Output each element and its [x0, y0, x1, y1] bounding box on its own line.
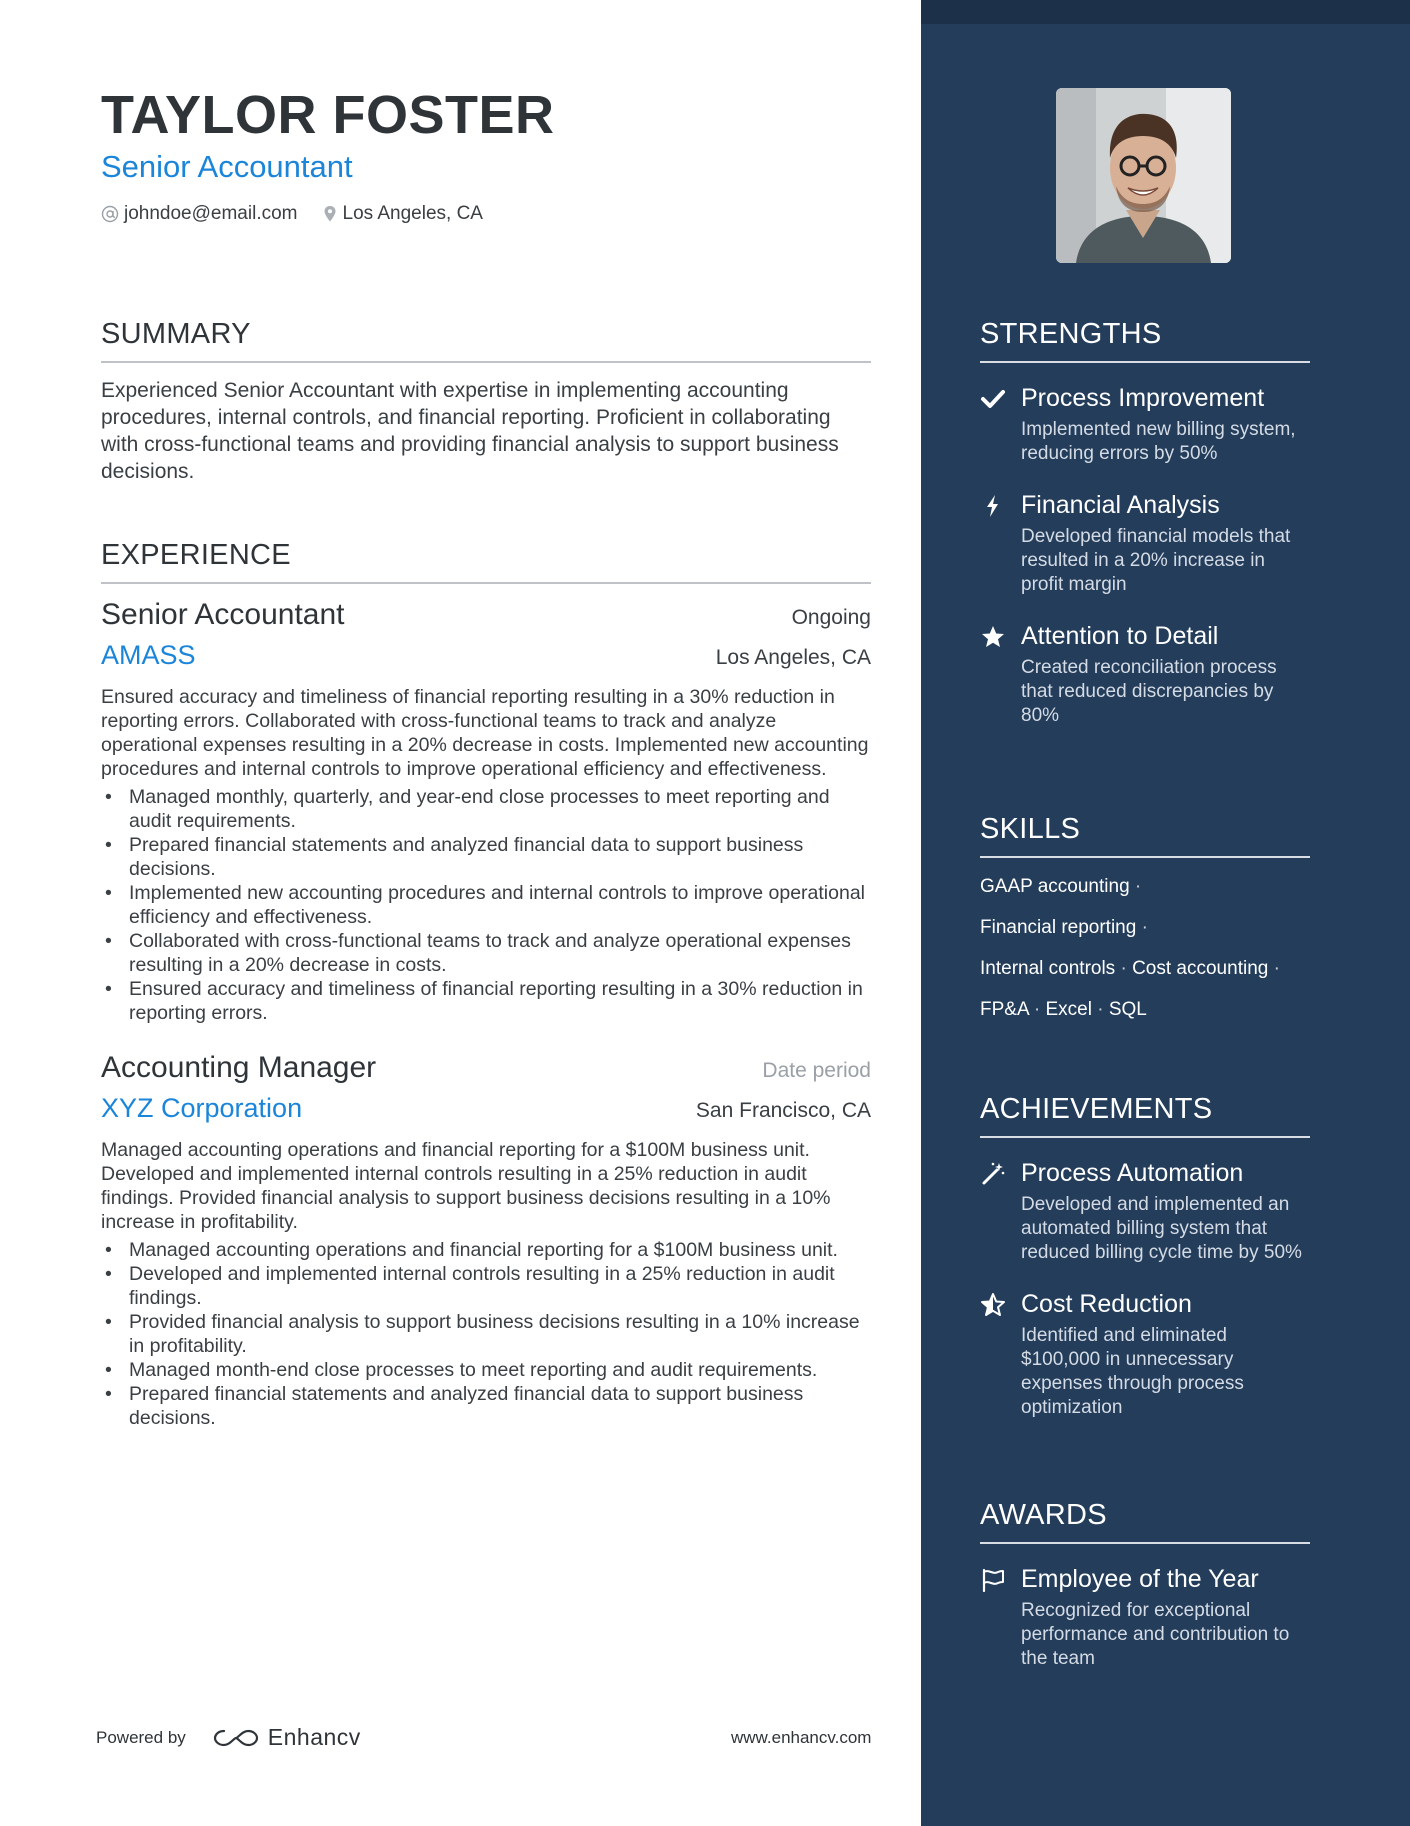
- achievements-section: [980, 1093, 1310, 1444]
- award-description: Recognized for exceptional performance and contribution to the team: [1021, 1600, 1290, 1669]
- strength-title: Process Improvement: [1021, 384, 1265, 412]
- bullet-text: Provided financial analysis to support business decisions resulting in a 10% increase in profitability.: [129, 1311, 860, 1357]
- summary-section: [101, 318, 871, 485]
- achievement-item: [980, 1289, 1310, 1420]
- strength-item: [980, 383, 1310, 466]
- profile-photo: [1056, 88, 1231, 263]
- bullet-text: Prepared financial statements and analyzed financial data to support business decisions.: [129, 834, 804, 880]
- separator-dot: ·: [1141, 917, 1148, 938]
- achievement-description: Developed and implemented an automated billing system that reduced billing cycle time by 50%: [1021, 1194, 1302, 1263]
- powered-by-label: Powered by: [96, 1727, 186, 1747]
- award-title: Employee of the Year: [1021, 1565, 1259, 1593]
- bullet-text: Ensured accuracy and timeliness of financial reporting resulting in a 30% reduction in reporting errors.: [129, 978, 863, 1024]
- email-contact[interactable]: [101, 203, 298, 225]
- bullet-icon: •: [105, 1239, 112, 1261]
- experience-heading: EXPERIENCE: [101, 539, 871, 584]
- separator-dot: ·: [1120, 958, 1127, 979]
- achievement-description: Identified and eliminated $100,000 in unnecessary expenses through process optimization: [1021, 1325, 1244, 1418]
- magic-wand-icon: [980, 1161, 1006, 1187]
- sidebar-top-bar: [921, 0, 1410, 24]
- checkmark-icon: [980, 386, 1006, 412]
- separator-dot: ·: [1134, 876, 1142, 897]
- candidate-title: Senior Accountant: [101, 149, 353, 184]
- bullet-text: Collaborated with cross-functional teams to track and analyze operational expenses resulting in a 20% decrease in costs.: [129, 930, 851, 976]
- infinity-logo-icon: [212, 1726, 260, 1750]
- bullet-text: Developed and implemented internal controls resulting in a 25% reduction in audit findings.: [129, 1263, 835, 1309]
- achievements-heading: ACHIEVEMENTS: [980, 1093, 1310, 1138]
- email-text: johndoe@email.com: [124, 203, 298, 224]
- skill-tag: Cost accounting: [1132, 958, 1269, 979]
- strengths-section: [980, 318, 1310, 752]
- bullet-icon: •: [105, 1359, 112, 1381]
- list-item: [101, 929, 871, 977]
- location-contact: [322, 203, 483, 225]
- bullet-icon: •: [105, 834, 112, 856]
- strength-description: Implemented new billing system, reducing errors by 50%: [1021, 419, 1296, 464]
- strength-item: [980, 490, 1310, 597]
- list-item: [101, 977, 871, 1025]
- bullet-icon: •: [105, 882, 112, 904]
- skill-tag: SQL: [1108, 999, 1147, 1020]
- achievement-item: [980, 1158, 1310, 1265]
- brand-name: Enhancv: [267, 1724, 361, 1750]
- bullet-text: Prepared financial statements and analyzed financial data to support business decisions.: [129, 1383, 804, 1429]
- half-star-icon: [980, 1292, 1006, 1318]
- skills-section: [980, 813, 1310, 1030]
- sidebar: [921, 0, 1410, 1826]
- job-description: Ensured accuracy and timeliness of financial reporting resulting in a 30% reduction in reporting errors. Collaborated with cross-functional teams to track and analyze operational expenses resulting in a 20% decrease in costs. Implemented new accounting procedures and internal controls to improve operational efficiency and effectiveness.: [101, 686, 869, 780]
- strength-description: Developed financial models that resulted in a 20% increase in profit margin: [1021, 526, 1291, 595]
- strength-description: Created reconciliation process that reduced discrepancies by 80%: [1021, 657, 1277, 726]
- job-location: San Francisco, CA: [695, 1099, 871, 1122]
- at-icon: [101, 205, 119, 223]
- strength-title: Financial Analysis: [1021, 491, 1220, 519]
- list-item: [101, 881, 871, 929]
- bullet-icon: •: [105, 930, 112, 952]
- list-item: [101, 1310, 871, 1358]
- awards-heading: AWARDS: [980, 1499, 1310, 1544]
- bullet-text: Managed month-end close processes to meet reporting and audit requirements.: [129, 1359, 818, 1381]
- separator-dot: ·: [1097, 999, 1104, 1020]
- footer-url[interactable]: www.enhancv.com: [731, 1728, 872, 1747]
- list-item: [101, 1238, 871, 1262]
- skill-tag: Internal controls: [980, 958, 1116, 979]
- achievement-title: Process Automation: [1021, 1159, 1244, 1187]
- job-location: Los Angeles, CA: [715, 646, 871, 669]
- contact-info: [101, 203, 507, 225]
- job-title: Senior Accountant: [101, 598, 345, 631]
- awards-section: [980, 1499, 1310, 1695]
- skills-heading: SKILLS: [980, 813, 1310, 858]
- list-item: [101, 1262, 871, 1310]
- strength-title: Attention to Detail: [1021, 622, 1219, 650]
- list-item: [101, 785, 871, 833]
- job-description: Managed accounting operations and financial reporting for a $100M business unit. Developed and implemented internal controls resulting in a 25% reduction in audit findings. Provided financial analysis to support business decisions resulting in a 10% increase in profitability.: [101, 1139, 831, 1233]
- list-item: [101, 833, 871, 881]
- bullet-text: Managed monthly, quarterly, and year-end close processes to meet reporting and audit requirements.: [129, 786, 830, 832]
- bullet-icon: •: [105, 786, 112, 808]
- lightning-icon: [980, 493, 1006, 519]
- footer-branding: [96, 1724, 361, 1751]
- summary-heading: SUMMARY: [101, 318, 871, 363]
- achievement-title: Cost Reduction: [1021, 1290, 1192, 1318]
- job-entry: [101, 1051, 871, 1430]
- job-date: Date period: [762, 1059, 871, 1082]
- job-bullet-list: [101, 785, 871, 1025]
- skill-tag: FP&A: [980, 999, 1029, 1020]
- bullet-icon: •: [105, 978, 112, 1000]
- flag-icon: [980, 1567, 1006, 1593]
- job-entry: [101, 598, 871, 1025]
- job-title: Accounting Manager: [101, 1051, 377, 1084]
- bullet-text: Implemented new accounting procedures and internal controls to improve operational efficiency and effectiveness.: [129, 882, 866, 928]
- bullet-icon: •: [105, 1311, 112, 1333]
- strengths-heading: STRENGTHS: [980, 318, 1310, 363]
- award-item: [980, 1564, 1310, 1671]
- job-date: Ongoing: [791, 606, 871, 629]
- experience-section: [101, 539, 871, 1430]
- location-pin-icon: [322, 205, 338, 223]
- summary-text: Experienced Senior Accountant with expertise in implementing accounting procedures, internal controls, and financial reporting. Proficient in collaborating with cross-functional teams and providing financial analysis to support business decisions.: [101, 379, 839, 483]
- strength-item: [980, 621, 1310, 728]
- job-bullet-list: [101, 1238, 871, 1430]
- location-text: Los Angeles, CA: [342, 203, 483, 224]
- candidate-name: TAYLOR FOSTER: [101, 85, 555, 145]
- bullet-icon: •: [105, 1383, 112, 1405]
- list-item: [101, 1382, 871, 1430]
- separator-dot: ·: [1273, 958, 1280, 979]
- skill-tag: Excel: [1045, 999, 1092, 1020]
- star-icon: [980, 624, 1006, 650]
- bullet-text: Managed accounting operations and financial reporting for a $100M business unit.: [129, 1239, 838, 1261]
- job-company[interactable]: XYZ Corporation: [101, 1093, 303, 1123]
- separator-dot: ·: [1033, 999, 1041, 1020]
- skills-list: [980, 866, 1310, 1030]
- job-company[interactable]: AMASS: [101, 640, 196, 670]
- skill-tag: GAAP accounting: [980, 876, 1130, 897]
- list-item: [101, 1358, 871, 1382]
- bullet-icon: •: [105, 1263, 112, 1285]
- skill-tag: Financial reporting: [980, 917, 1137, 938]
- enhancv-logo[interactable]: [212, 1724, 361, 1751]
